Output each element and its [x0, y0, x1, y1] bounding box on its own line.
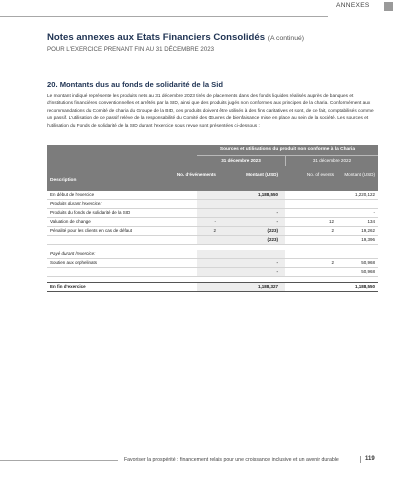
section-paragraph: Le montant indiqué représente les produits nets au 31 décembre 2023 tirés de placements dans des fonds liquides réalisés auprès de banques et d'institutions financières conventionnelles et arrêtés par la SID, ainsi que des produits jugés non conformes aux principes de la charia. Conformément aux recommandations du Comité de charia du Groupe de la BID, ces produits doivent être utilisés à des fins caritatives et sont, de ce fait, comptabilisés comme un passif. L'utilisation de ce passif relève de la responsabilité du Comité des Œuvres de bienfaisance mise en place au sein de la société. Les sources et l'utilisation du Fonds de solidarité de la SID durant l'exercice sous revue sont présentées ci-dessous : — [47, 94, 374, 129]
section-title: Montants dus au fonds de solidarité de la Sid — [59, 80, 223, 89]
events-2022-cell: 12 — [328, 219, 334, 224]
amount-2022-cell: 134 — [367, 219, 375, 224]
row-description: Produits durant l'exercice: — [50, 201, 102, 206]
page-subtitle: POUR L'EXERCICE PRENANT FIN AU 31 DÉCEMBRE 2023 — [47, 46, 214, 53]
row-description: Pénalité pour les clients en cas de défaut — [50, 228, 133, 233]
annexes-label: ANNEXES — [336, 2, 370, 9]
header-rule — [0, 16, 328, 17]
amount-2022-cell: - — [373, 210, 375, 215]
amount-2023-cell: - — [276, 269, 278, 274]
table-row — [47, 250, 378, 259]
row-description: En début de l'exercice — [50, 192, 95, 197]
column-header-amount-2022: Montant (USD) — [344, 172, 375, 177]
page-number: 119 — [365, 456, 375, 462]
table-row — [47, 236, 378, 245]
section-number: 20. — [47, 80, 58, 89]
column-header-events-2022: No. of events — [306, 172, 334, 177]
table-row — [47, 227, 378, 236]
solidarity-fund-table — [47, 145, 378, 292]
amount-2023-cell: - — [276, 219, 278, 224]
amount-2023-cell: (223) — [267, 228, 278, 233]
table-body — [47, 191, 378, 292]
table-row — [47, 209, 378, 218]
page-title — [47, 32, 304, 43]
amount-2022-cell: 50,968 — [361, 260, 375, 265]
amount-2022-cell: 19,262 — [361, 228, 375, 233]
amount-2022-cell: 50,968 — [361, 269, 375, 274]
amount-2023-cell: - — [276, 260, 278, 265]
header-square-marker — [384, 2, 393, 11]
footer-separator — [360, 456, 361, 463]
amount-2022-cell: 1,188,550 — [354, 284, 375, 289]
page-title-continued: (A continué) — [267, 35, 305, 42]
page-title-text: Notes annexes aux Etats Financiers Consolidés — [47, 32, 266, 43]
column-header-amount-2023: Montant (USD) — [246, 172, 278, 177]
table-header-year-2022: 31 décembre 2022 — [285, 156, 378, 166]
events-2022-cell: 2 — [331, 260, 334, 265]
amount-2023-cell: (223) — [267, 237, 278, 242]
footer-rule — [0, 460, 118, 461]
amount-2022-cell: 1,220,122 — [354, 192, 375, 197]
events-2023-cell: - — [214, 219, 216, 224]
table-header-year-2023: 31 décembre 2023 — [221, 158, 261, 163]
row-description: Produits du fonds de solidarité de la SID — [50, 210, 131, 215]
section-heading — [47, 80, 223, 89]
table-total-row — [47, 282, 378, 292]
row-description: En fin d'exercice — [50, 284, 86, 289]
table-row — [47, 200, 378, 209]
column-header-events-2023: No. d'événements — [176, 172, 216, 177]
amount-2023-cell: 1,188,327 — [257, 284, 278, 289]
table-row — [47, 259, 378, 268]
events-2022-cell: 2 — [331, 228, 334, 233]
amount-2023-cell: 1,188,550 — [257, 192, 278, 197]
current-year-shading — [197, 200, 285, 208]
table-row — [47, 268, 378, 277]
amount-2022-cell: 19,396 — [361, 237, 375, 242]
row-description: Soutien aux orphelinats — [50, 260, 98, 265]
table-row — [47, 218, 378, 227]
page-header — [0, 10, 400, 22]
events-2023-cell: 2 — [213, 228, 216, 233]
amount-2023-cell: - — [276, 210, 278, 215]
column-header-description: Description — [50, 178, 77, 183]
footer-text: Favoriser la prospérité : financement relais pour une croissance inclusive et un avenir durable — [124, 457, 339, 463]
current-year-shading — [197, 250, 285, 258]
table-header-main: Sources et utilisations du produit non conforme à la Charia — [197, 145, 378, 156]
table-row — [47, 191, 378, 200]
row-description: Valuation de change — [50, 219, 91, 224]
table-header — [47, 145, 378, 191]
row-description: Payé durant l'exercice: — [50, 251, 96, 256]
